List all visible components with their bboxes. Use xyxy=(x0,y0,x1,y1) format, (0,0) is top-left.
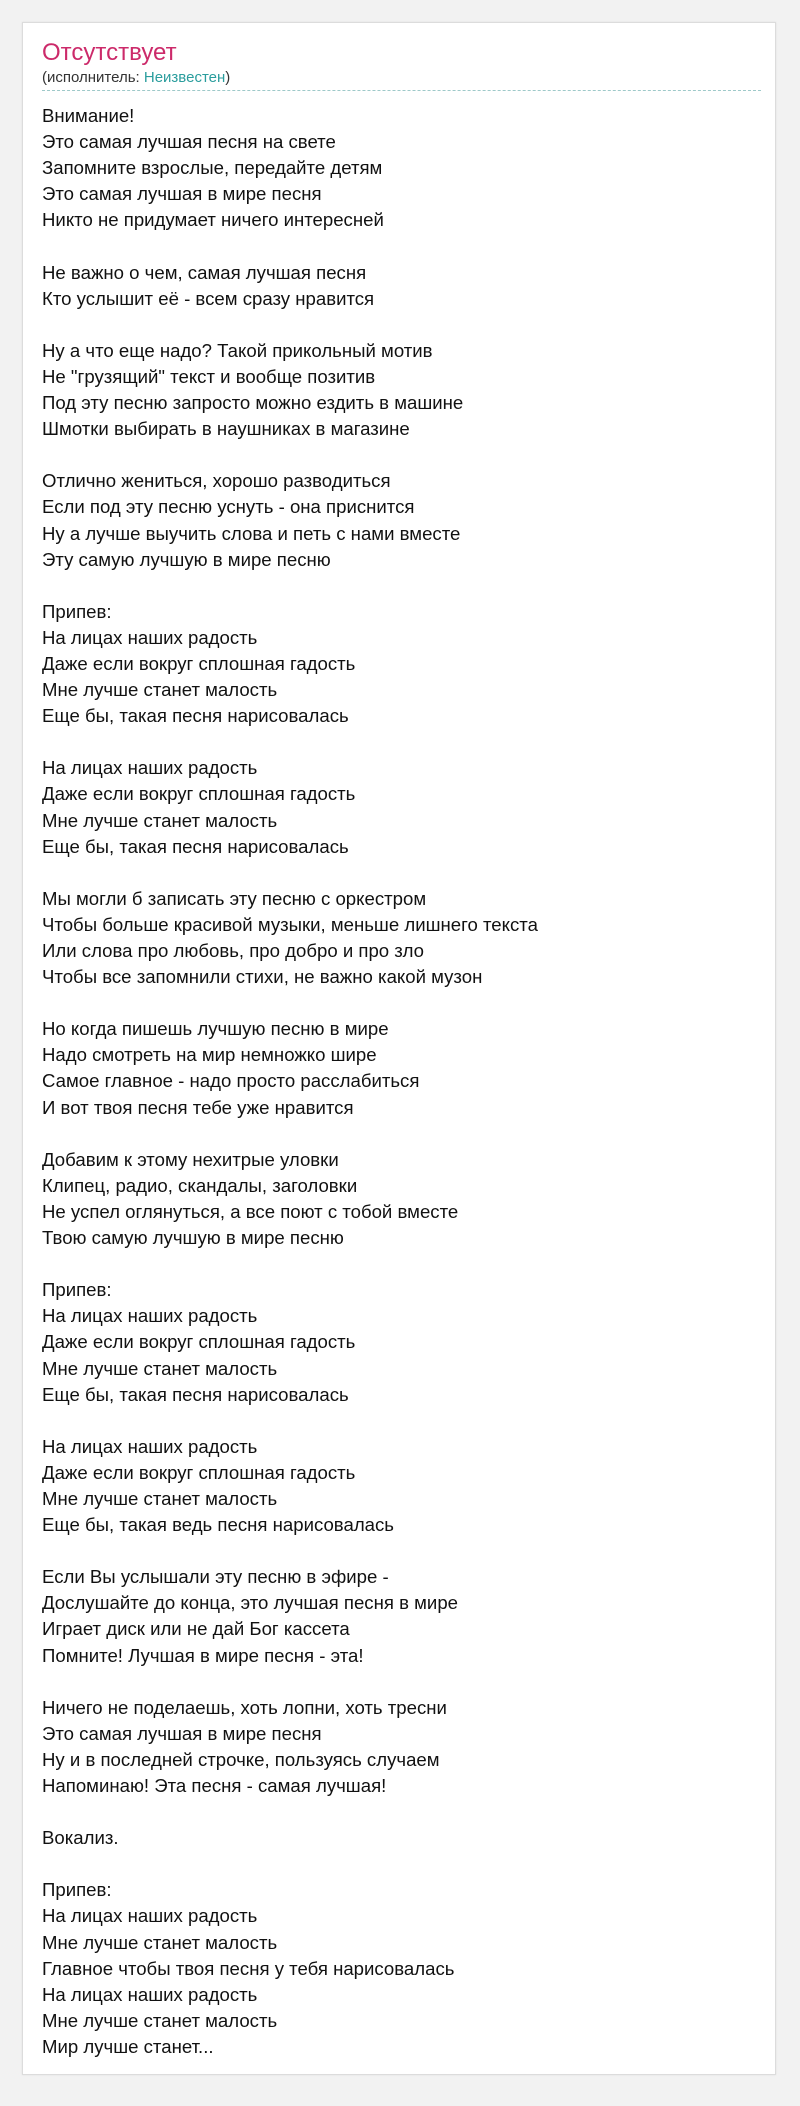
lyric-line: Кто услышит её - всем сразу нравится xyxy=(42,287,375,309)
stanza-break xyxy=(42,1121,759,1147)
lyric-line: Это самая лучшая в мире песня xyxy=(42,1722,322,1744)
lyric-line: Но когда пишешь лучшую песню в мире xyxy=(42,1018,389,1040)
lyric-line: Или слова про любовь, про добро и про зло xyxy=(42,940,425,961)
card-content xyxy=(42,39,759,2060)
stanza-break xyxy=(42,1408,759,1434)
lyric-line: На лицах наших радость xyxy=(42,1305,258,1327)
lyric-line: Отлично жениться, хорошо разводиться xyxy=(42,470,391,492)
artist-suffix: ) xyxy=(225,69,231,86)
lyric-line: Шмотки выбирать в наушниках в магазине xyxy=(42,418,410,440)
stanza-break xyxy=(42,1669,759,1695)
lyric-line: Под эту песню запросто можно ездить в машине xyxy=(42,392,464,414)
lyric-line: На лицах наших радость xyxy=(42,757,258,779)
stanza-break xyxy=(42,442,759,468)
lyric-line: Ничего не поделаешь, хоть лопни, хоть тресни xyxy=(42,1696,447,1718)
song-title: Отсутствует xyxy=(42,39,177,66)
lyric-line: Эту самую лучшую в мире песню xyxy=(42,548,331,570)
lyrics-card xyxy=(22,22,776,2075)
lyric-line: На лицах наших радость xyxy=(42,1435,258,1457)
lyric-line: Самое главное - надо просто расслабиться xyxy=(42,1070,420,1092)
lyrics-text xyxy=(42,103,759,2060)
lyric-line: Мне лучше станет малость xyxy=(42,1487,278,1509)
lyric-line: Припев: xyxy=(42,1879,112,1901)
stanza-break xyxy=(42,1251,759,1277)
lyric-line: Не успел оглянуться, а все поют с тобой вместе xyxy=(42,1200,459,1222)
lyric-line: Мне лучше станет малость xyxy=(42,809,278,831)
lyric-line: Даже если вокруг сплошная гадость xyxy=(42,1461,356,1483)
lyric-line: На лицах наших радость xyxy=(42,1905,258,1927)
lyric-line: Даже если вокруг сплошная гадость xyxy=(42,783,356,805)
lyric-line: Если Вы услышали эту песню в эфире - xyxy=(42,1566,389,1588)
lyric-line: Чтобы больше красивой музыки, меньше лишнего текста xyxy=(42,913,538,935)
lyric-line: Еще бы, такая песня нарисовалась xyxy=(42,1383,349,1405)
lyric-line: Даже если вокруг сплошная гадость xyxy=(42,652,356,674)
lyric-line: Мне лучше станет малость xyxy=(42,1357,278,1379)
lyric-line: Вокализ. xyxy=(42,1827,119,1849)
lyric-line: Клипец, радио, скандалы, заголовки xyxy=(42,1174,358,1196)
lyric-line: Не "грузящий" текст и вообще позитив xyxy=(42,365,376,387)
lyric-line: Помните! Лучшая в мире песня - эта! xyxy=(42,1644,364,1666)
lyric-line: Дослушайте до конца, это лучшая песня в мире xyxy=(42,1592,458,1614)
lyric-line: Главное чтобы твоя песня у тебя нарисовалась xyxy=(42,1957,455,1979)
lyric-line: На лицах наших радость xyxy=(42,626,258,648)
artist-prefix: (исполнитель: xyxy=(42,69,144,86)
lyric-line: Твою самую лучшую в мире песню xyxy=(42,1227,344,1249)
lyric-line: Добавим к этому нехитрые уловки xyxy=(42,1148,339,1170)
stanza-break xyxy=(42,1538,759,1564)
lyric-line: Ну а что еще надо? Такой прикольный мотив xyxy=(42,339,433,361)
lyric-line: Никто не придумает ничего интересней xyxy=(42,209,384,231)
lyric-line: Еще бы, такая песня нарисовалась xyxy=(42,705,349,727)
lyric-line: Припев: xyxy=(42,1279,112,1301)
stanza-break xyxy=(42,1799,759,1825)
lyric-line: Ну и в последней строчке, пользуясь случаем xyxy=(42,1748,440,1770)
stanza-break xyxy=(42,1851,759,1877)
lyric-line: Надо смотреть на мир немножко шире xyxy=(42,1044,377,1066)
stanza-break xyxy=(42,729,759,755)
artist-link[interactable]: Неизвестен xyxy=(143,69,226,86)
lyric-line: Чтобы все запомнили стихи, не важно какой музон xyxy=(42,966,483,988)
lyric-line: На лицах наших радость xyxy=(42,1983,258,2005)
lyric-line: Мир лучше станет... xyxy=(42,2035,214,2057)
lyric-line: Играет диск или не дай Бог кассета xyxy=(42,1618,350,1640)
lyric-line: Если под эту песню уснуть - она приснится xyxy=(42,496,415,518)
lyric-line: Мне лучше станет малость xyxy=(42,2009,278,2031)
lyric-line: Напоминаю! Эта песня - самая лучшая! xyxy=(42,1775,387,1796)
lyric-line: Это самая лучшая песня на свете xyxy=(42,131,336,153)
lyric-line: Не важно о чем, самая лучшая песня xyxy=(42,261,367,283)
stanza-break xyxy=(42,990,759,1016)
stanza-break xyxy=(42,860,759,886)
lyric-line: Запомните взрослые, передайте детям xyxy=(42,157,383,179)
lyric-line: И вот твоя песня тебе уже нравится xyxy=(42,1096,354,1118)
lyric-line: Мы могли б записать эту песню с оркестром xyxy=(42,887,427,909)
lyric-line: Еще бы, такая ведь песня нарисовалась xyxy=(42,1514,394,1536)
lyric-line: Мне лучше станет малость xyxy=(42,679,278,701)
artist-line xyxy=(42,69,761,91)
stanza-break xyxy=(42,312,759,338)
lyric-line: Это самая лучшая в мире песня xyxy=(42,183,322,205)
stanza-break xyxy=(42,573,759,599)
lyric-line: Припев: xyxy=(42,600,112,622)
lyric-line: Внимание! xyxy=(42,105,135,126)
stanza-break xyxy=(42,233,759,259)
lyric-line: Даже если вокруг сплошная гадость xyxy=(42,1331,356,1353)
lyric-line: Ну а лучше выучить слова и петь с нами вместе xyxy=(42,522,461,544)
lyric-line: Мне лучше станет малость xyxy=(42,1931,278,1953)
lyric-line: Еще бы, такая песня нарисовалась xyxy=(42,835,349,857)
